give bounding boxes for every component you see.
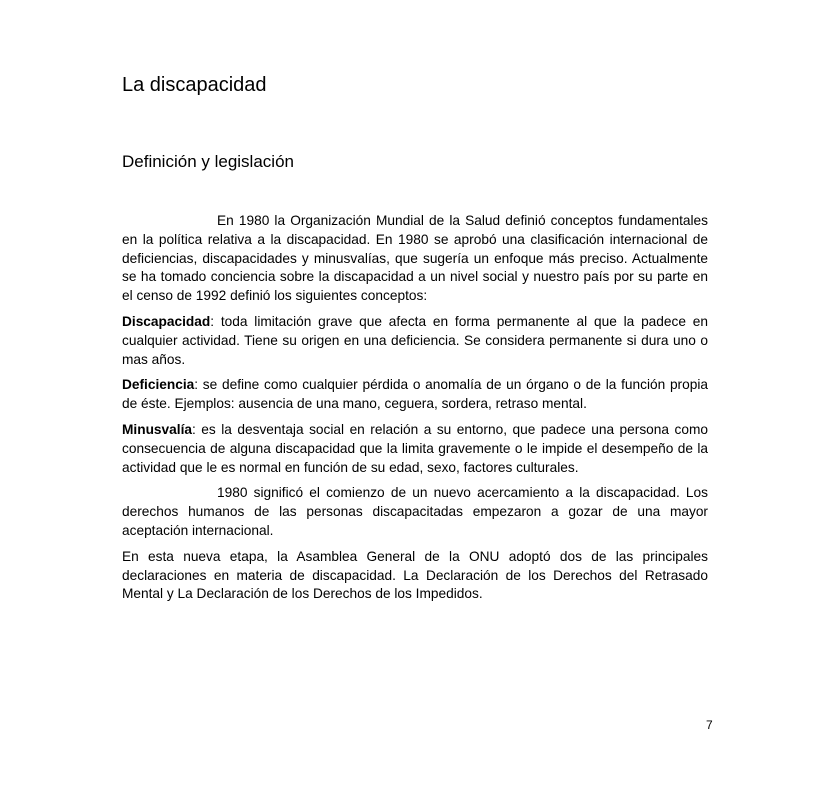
page-title: La discapacidad	[122, 74, 267, 96]
section-title: Definición y legislación	[122, 152, 294, 171]
minusvalia-paragraph	[122, 421, 708, 477]
body-text	[122, 212, 708, 611]
page-number: 7	[706, 718, 713, 732]
onu-paragraph: En esta nueva etapa, la Asamblea General de la ONU adoptó dos de las principales declaraciones en materia de discapacidad. La Declaración de los Derechos del Retrasado Mental y La Declaración de los Derechos de los Impedidos.	[122, 548, 708, 602]
discapacidad-term: Discapacidad	[122, 313, 211, 329]
year-1980-paragraph: 1980 significó el comienzo de un nuevo acercamiento a la discapacidad. Los derechos humanos de las personas discapacitadas empezaron a gozar de una mayor aceptación internacional.	[122, 485, 708, 538]
discapacidad-definition: : toda limitación grave que afecta en forma permanente al que la padece en cualquier actividad. Tiene su origen en una deficiencia. Se considera permanente si dura uno o mas años.	[122, 313, 708, 367]
minusvalia-definition: : es la desventaja social en relación a su entorno, que padece una persona como consecuencia de alguna discapacidad que la limita gravemente o le impide el desempeño de la actividad que le es normal en función de su edad, sexo, factores culturales.	[122, 421, 708, 475]
deficiencia-paragraph	[122, 376, 708, 414]
deficiencia-term: Deficiencia	[122, 377, 195, 393]
minusvalia-term: Minusvalía	[122, 421, 192, 437]
discapacidad-paragraph	[122, 313, 708, 369]
deficiencia-definition: : se define como cualquier pérdida o anomalía de un órgano o de la función propia de éste. Ejemplos: ausencia de una mano, ceguera, sordera, retraso mental.	[122, 377, 708, 412]
intro-paragraph: En 1980 la Organización Mundial de la Salud definió conceptos fundamentales en la política relativa a la discapacidad. En 1980 se aprobó una clasificación internacional de deficiencias, discapacidades y minusvalías, que sugería un enfoque más preciso. Actualmente se ha tomado conciencia sobre la discapacidad a un nivel social y nuestro país por su parte en el censo de 1992 definió los siguientes conceptos:	[122, 213, 708, 304]
